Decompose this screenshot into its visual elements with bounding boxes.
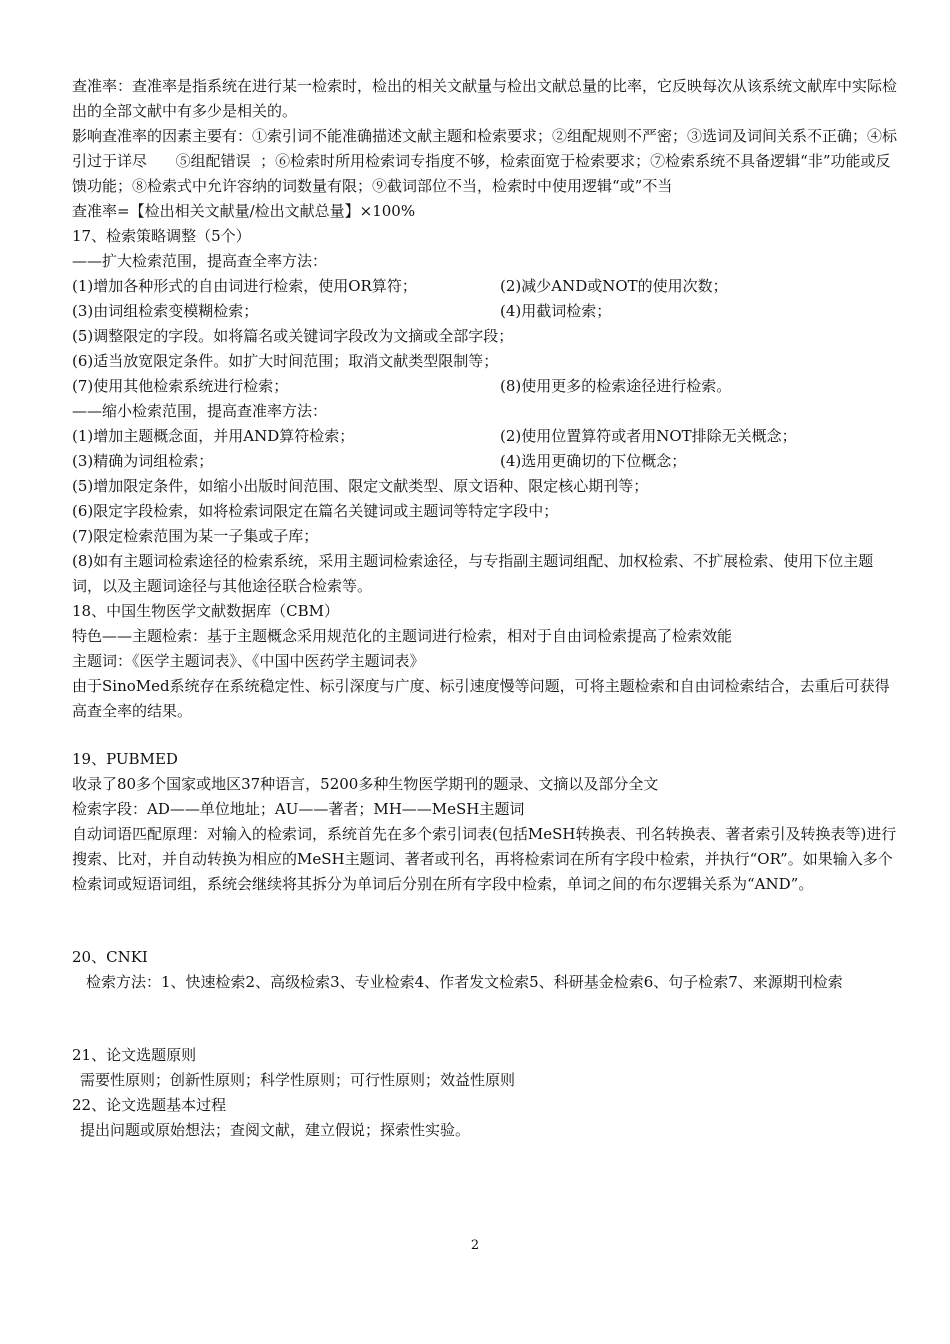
list-item: (7)使用其他检索系统进行检索； (8)使用更多的检索途径进行检索。 xyxy=(72,377,732,395)
precision-factors: 影响查准率的因素主要有：①索引词不能准确描述文献主题和检索要求；②组配规则不严密；③选词及词间关系不正确；④标引过于详尽 ⑤组配错误 ；⑥检索时所用检索词专指度不够，检索面宽于检索要求；⑦检索系统不具备逻辑“非”功能或反馈功能；⑧检索式中允许容纳的词数量有限；⑨截词部位不当，检索时中使用逻辑“或”不当 xyxy=(72,127,898,195)
page-body xyxy=(72,74,902,1143)
list-item: (5)增加限定条件，如缩小出版时间范围、限定文献类型、原文语种、限定核心期刊等； xyxy=(72,477,649,495)
section-19-title: 19、PUBMED xyxy=(72,750,178,768)
cbm-feature: 特色——主题检索：基于主题概念采用规范化的主题词进行检索，相对于自由词检索提高了检索效能 xyxy=(72,627,733,645)
narrow-method-8: (8)如有主题词检索途径的检索系统，采用主题词检索途径，与专指副主题词组配、加权检索、不扩展检索、使用下位主题词，以及主题词途径与其他途径联合检索等。 xyxy=(72,552,874,595)
section-20-title: 20、CNKI xyxy=(72,948,148,966)
list-item: (1)增加各种形式的自由词进行检索，使用OR算符； (2)减少AND或NOT的使用次数； xyxy=(72,277,728,295)
narrow-range-title: ——缩小检索范围，提高查准率方法： xyxy=(72,402,328,420)
precision-formula: 查准率=【检出相关文献量/检出文献总量】×100% xyxy=(72,202,416,220)
list-item: (3)由词组检索变模糊检索； (4)用截词检索； xyxy=(72,302,612,320)
section-22-title: 22、论文选题基本过程 xyxy=(72,1096,227,1114)
section-17-title: 17、检索策略调整（5个） xyxy=(72,227,251,245)
list-item: (6)限定字段检索，如将检索词限定在篇名关键词或主题词等特定字段中； xyxy=(72,502,559,520)
list-item: (7)限定检索范围为某一子集或子库； xyxy=(72,527,319,545)
cnki-methods: 检索方法：1、快速检索2、高级检索3、专业检索4、作者发文检索5、科研基金检索6、句子检索7、来源期刊检索 xyxy=(86,973,843,991)
cbm-note: 由于SinoMed系统存在系统稳定性、标引深度与广度、标引速度慢等问题，可将主题检索和自由词检索结合，去重后可获得高查全率的结果。 xyxy=(72,677,890,720)
expand-range-title: ——扩大检索范围，提高查全率方法： xyxy=(72,252,328,270)
section-21-title: 21、论文选题原则 xyxy=(72,1046,197,1064)
expand-methods-list xyxy=(72,274,902,399)
pubmed-coverage: 收录了80多个国家或地区37种语言，5200多种生物医学期刊的题录、文摘以及部分全文 xyxy=(72,775,659,793)
pubmed-fields: 检索字段：AD——单位地址；AU——著者；MH——MeSH主题词 xyxy=(72,800,525,818)
precision-definition: 查准率：查准率是指系统在进行某一检索时，检出的相关文献量与检出文献总量的比率，它反映每次从该系统文献库中实际检出的全部文献中有多少是相关的。 xyxy=(72,77,898,120)
list-item: (6)适当放宽限定条件。如扩大时间范围；取消文献类型限制等； xyxy=(72,352,499,370)
list-item: (3)精确为词组检索； (4)选用更确切的下位概念； xyxy=(72,452,687,470)
cbm-subject-words: 主题词：《医学主题词表》、《中国中医药学主题词表》 xyxy=(72,652,425,670)
page-number: 2 xyxy=(470,1238,480,1253)
topic-process: 提出问题或原始想法；查阅文献，建立假说；探索性实验。 xyxy=(80,1121,471,1139)
list-item: (5)调整限定的字段。如将篇名或关键词字段改为文摘或全部字段； xyxy=(72,327,514,345)
section-18-title: 18、中国生物医学文献数据库（CBM） xyxy=(72,602,339,620)
narrow-methods-list xyxy=(72,424,902,549)
pubmed-mapping: 自动词语匹配原理：对输入的检索词，系统首先在多个索引词表(包括MeSH转换表、刊名转换表、著者索引及转换表等)进行搜索、比对，并自动转换为相应的MeSH主题词、著者或刊名，再将检索词在所有字段中检索，并执行“OR”。如果输入多个检索词或短语词组，系统会继续将其拆分为单词后分别在所有字段中检索，单词之间的布尔逻辑关系为“AND”。 xyxy=(72,825,897,893)
topic-principles: 需要性原则；创新性原则；科学性原则；可行性原则；效益性原则 xyxy=(80,1071,516,1089)
list-item: (1)增加主题概念面，并用AND算符检索； (2)使用位置算符或者用NOT排除无关概念； xyxy=(72,427,797,445)
